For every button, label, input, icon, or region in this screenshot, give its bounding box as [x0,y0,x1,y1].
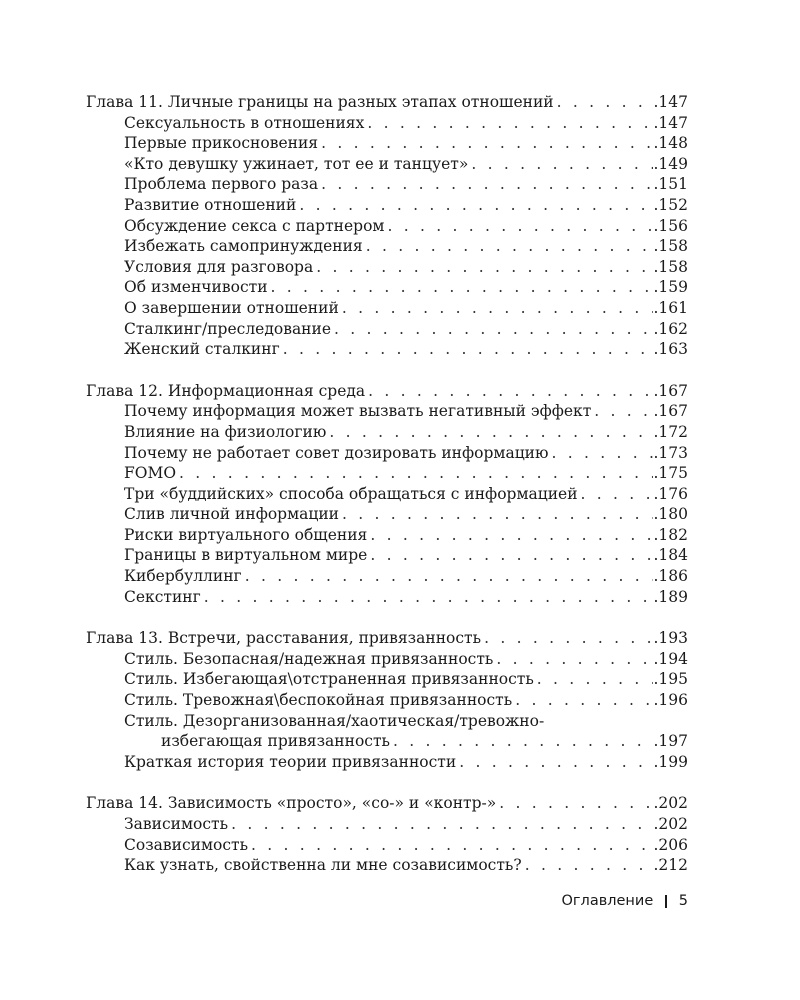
page-number: .212 [653,856,688,875]
toc-entry[interactable] [86,669,688,690]
toc-entry[interactable] [86,484,688,505]
dot-leader [515,690,653,711]
entry-title: «Кто девушку ужинает, тот ее и танцует» [124,154,469,173]
page-number: .184 [653,546,688,565]
entry-title: Стиль. Безопасная/надежная привязанность [124,649,494,668]
entry-title: Риски виртуального общения [124,525,368,544]
page-number: .206 [653,835,688,854]
toc-entry[interactable] [86,443,688,464]
dot-leader [283,339,654,360]
table-of-contents [86,92,688,897]
toc-entry-continuation[interactable] [86,731,688,752]
dot-leader [525,855,654,876]
page-number: .156 [653,216,688,235]
chapter-title-line[interactable] [86,92,688,113]
page-number: .175 [653,464,688,483]
chapter-title: Глава 12. Информационная среда [86,381,366,400]
footer-separator [665,895,667,908]
dot-leader [499,793,653,814]
toc-entry[interactable] [86,216,688,237]
toc-entry[interactable] [86,835,688,856]
page-number: .172 [653,422,688,441]
page-number: .167 [653,381,688,400]
toc-entry[interactable] [86,236,688,257]
dot-leader [342,504,653,525]
dot-leader [537,669,654,690]
toc-entry[interactable] [86,339,688,360]
toc-entry[interactable] [86,649,688,670]
page-number: .197 [653,732,688,751]
toc-entry[interactable] [86,195,688,216]
dot-leader [342,298,654,319]
dot-leader [368,381,653,402]
chapter-13 [86,628,688,772]
toc-entry-first-line[interactable] [86,711,688,732]
page-number: .173 [653,443,688,462]
entry-title: Зависимость [124,815,229,833]
chapter-title-line[interactable] [86,628,688,649]
dot-leader [334,319,653,340]
entry-title: Стиль. Дезорганизованная/хаотическая/тревожно- [124,711,545,730]
entry-title: Как узнать, свойственна ли мне созависимость? [124,856,522,875]
toc-entry[interactable] [86,752,688,773]
toc-entry[interactable] [86,154,688,175]
chapter-title: Глава 13. Встречи, расставания, привязанность [86,629,482,648]
entry-title: Секстинг [124,587,201,606]
chapter-title-line[interactable] [86,793,688,814]
toc-entry[interactable] [86,463,688,484]
entry-title: Сталкинг/преследование [124,319,332,338]
page-number: .199 [653,752,688,771]
entry-title: Краткая история теории привязанности [124,752,457,771]
toc-entry[interactable] [86,277,688,298]
chapter-14 [86,793,688,875]
dot-leader [204,587,654,608]
entry-title: Стиль. Избегающая\отстраненная привязанность [124,670,534,689]
dot-leader [366,236,654,257]
chapter-11 [86,92,688,360]
dot-leader [552,443,654,464]
chapter-title: Глава 11. Личные границы на разных этапах отношений [86,93,554,111]
page-number: .161 [653,298,688,317]
page-number: .163 [653,340,688,359]
entry-title: Почему не работает совет дозировать информацию [124,443,549,462]
page-number: .193 [653,629,688,648]
dot-leader [251,835,653,856]
entry-title: Избежать самопринуждения [124,237,363,256]
entry-title: Об изменчивости [124,278,268,297]
chapter-12 [86,381,688,608]
entry-title: Слив личной информации [124,505,340,524]
page-number: .167 [653,402,688,421]
entry-title: Развитие отношений [124,195,297,214]
entry-title: Почему информация может вызвать негативный эффект [124,402,592,421]
toc-entry[interactable] [86,133,688,154]
page-number: .186 [653,567,688,586]
entry-title: Кибербуллинг [124,567,242,586]
dot-leader [557,92,654,113]
dot-leader [179,463,653,484]
entry-title: Три «буддийских» способа обращаться с информацией [124,484,578,503]
toc-entry[interactable] [86,113,688,134]
entry-title: Обсуждение секса с партнером [124,216,385,235]
dot-leader [594,401,653,422]
dot-leader [581,484,654,505]
entry-title: FOMO [124,464,177,483]
page-footer [562,893,688,909]
chapter-title-line[interactable] [86,381,688,402]
page-number: .158 [653,237,688,256]
page-number: .152 [653,195,688,214]
page-number: .176 [653,484,688,503]
dot-leader [321,174,653,195]
entry-title: Условия для разговора [124,257,314,276]
footer-section-title: Оглавление [561,893,654,909]
entry-title: Женский сталкинг [124,340,280,359]
dot-leader [496,649,653,670]
toc-entry[interactable] [86,298,688,319]
toc-entry[interactable] [86,504,688,525]
toc-entry[interactable] [86,422,688,443]
entry-title: Созависимость [124,835,249,854]
page-number: .180 [653,505,688,524]
dot-leader [393,731,654,752]
page-number: .147 [653,113,688,132]
entry-title-continuation: избегающая привязанность [161,732,390,751]
entry-title: Границы в виртуальном мире [124,546,368,565]
page-number: .202 [653,794,688,813]
dot-leader [370,545,653,566]
page-number: .149 [653,154,688,173]
entry-title: Проблема первого раза [124,175,319,194]
page-number: .158 [653,257,688,276]
toc-entry[interactable] [86,319,688,340]
dot-leader [231,814,653,835]
dot-leader [329,422,653,443]
page-number: .195 [653,670,688,689]
footer-page-number: 5 [678,893,688,909]
dot-leader [471,154,653,175]
toc-entry[interactable] [86,587,688,608]
dot-leader [245,566,654,587]
entry-title: Сексуальность в отношениях [124,113,365,132]
toc-entry[interactable] [86,855,688,876]
dot-leader [459,752,653,773]
dot-leader [387,216,653,237]
toc-entry[interactable] [86,401,688,422]
dot-leader [370,525,653,546]
entry-title: Первые прикосновения [124,134,319,153]
entry-title: О завершении отношений [124,298,339,317]
toc-entry[interactable] [86,525,688,546]
toc-entry[interactable] [86,257,688,278]
dot-leader [367,113,653,134]
dot-leader [321,133,653,154]
toc-entry[interactable] [86,566,688,587]
page-number: .182 [653,525,688,544]
page-number: .147 [653,93,688,111]
page-number: .151 [653,175,688,194]
entry-title: Стиль. Тревожная\беспокойная привязанность [124,691,513,710]
dot-leader [316,257,653,278]
page-number: .194 [653,649,688,668]
page-number: .162 [653,319,688,338]
page-number: .148 [653,134,688,153]
page-number: .196 [653,691,688,710]
toc-entry[interactable] [86,545,688,566]
dot-leader [271,277,654,298]
toc-entry[interactable] [86,690,688,711]
page-number: .159 [653,278,688,297]
toc-entry[interactable] [86,174,688,195]
page-number: .202 [653,815,688,833]
entry-title: Влияние на физиологию [124,422,327,441]
page-number: .189 [653,587,688,606]
toc-entry[interactable] [86,814,688,835]
dot-leader [484,628,653,649]
chapter-title: Глава 14. Зависимость «просто», «со-» и «контр-» [86,794,497,813]
dot-leader [299,195,653,216]
